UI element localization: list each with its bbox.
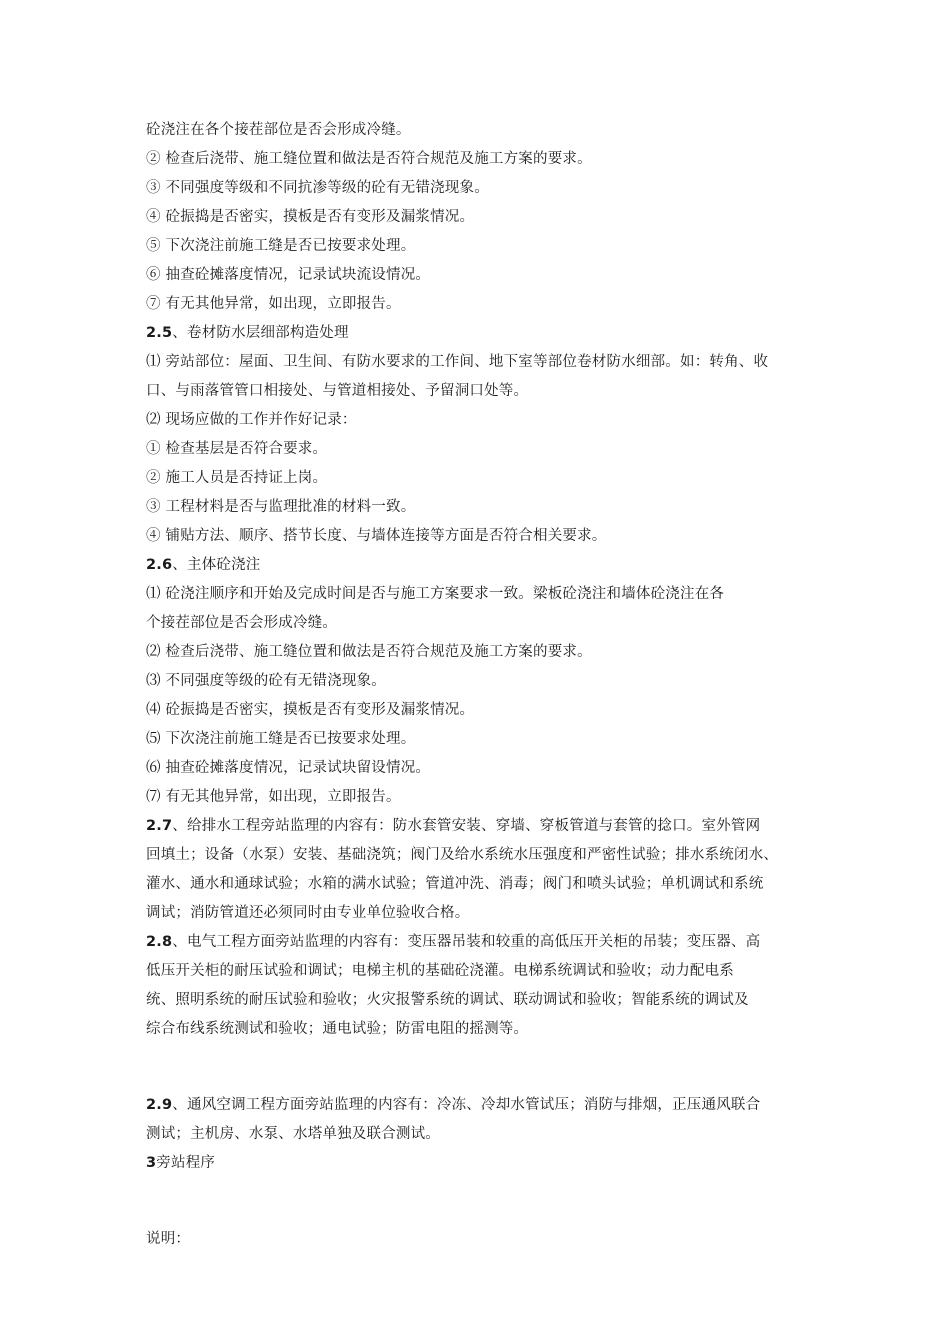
list-item: ⑹ 抽查砼摊落度情况，记录试块留设情况。 (146, 760, 431, 776)
list-item: ⑴ 旁站部位：屋面、卫生间、有防水要求的工作间、地下室等部位卷材防水细部。如：转角、收 (146, 354, 769, 370)
list-item: ⑺ 有无其他异常，如出现，立即报告。 (146, 789, 401, 805)
section-text: 、通风空调工程方面旁站监理的内容有：冷冻、冷却水管试压；消防与排烟，正压通风联合 (172, 1097, 761, 1113)
list-item: ③ 不同强度等级和不同抗渗等级的砼有无错浇现象。 (146, 180, 489, 196)
section-heading-2-5 (146, 319, 814, 348)
list-item: ⑷ 砼振捣是否密实，摸板是否有变形及漏浆情况。 (146, 702, 475, 718)
section-title: 旁站程序 (156, 1155, 216, 1171)
spacer (146, 1178, 814, 1225)
section-heading-2-8 (146, 928, 814, 957)
document-page (146, 116, 814, 1254)
text-line: 回填土；设备（水泵）安装、基础浇筑；阀门及给水系统水压强度和严密性试验；排水系统闭水、 (146, 847, 779, 863)
text-line: 低压开关柜的耐压试验和调试；电梯主机的基础砼浇灌。电梯系统调试和验收；动力配电系 (146, 963, 734, 979)
text-line: 个接茬部位是否会形成冷缝。 (146, 615, 338, 631)
section-number: 2.7 (146, 818, 173, 834)
section-number: 2.5 (146, 325, 173, 341)
section-number: 2.8 (146, 934, 173, 950)
list-item: ② 检查后浇带、施工缝位置和做法是否符合规范及施工方案的要求。 (146, 151, 592, 167)
text-line: 说明： (146, 1231, 191, 1247)
list-item: ⑤ 下次浇注前施工缝是否已按要求处理。 (146, 238, 416, 254)
section-heading-2-9 (146, 1091, 814, 1120)
list-item: ⑵ 现场应做的工作并作好记录： (146, 412, 357, 428)
text-line: 测试；主机房、水泵、水塔单独及联合测试。 (146, 1126, 440, 1142)
section-number: 3 (146, 1155, 157, 1171)
list-item: ⑵ 检查后浇带、施工缝位置和做法是否符合规范及施工方案的要求。 (146, 644, 592, 660)
spacer (146, 1044, 814, 1091)
section-heading-2-6 (146, 551, 814, 580)
section-title: 、主体砼浇注 (172, 557, 261, 573)
list-item: ④ 砼振捣是否密实，摸板是否有变形及漏浆情况。 (146, 209, 475, 225)
list-item: ⑥ 抽查砼摊落度情况，记录试块流设情况。 (146, 267, 431, 283)
list-item: ⑴ 砼浇注顺序和开始及完成时间是否与施工方案要求一致。梁板砼浇注和墙体砼浇注在各 (146, 586, 725, 602)
section-heading-2-7 (146, 812, 814, 841)
list-item: ⑶ 不同强度等级的砼有无错浇现象。 (146, 673, 387, 689)
text-line: 口、与雨落管管口相接处、与管道相接处、予留洞口处等。 (146, 383, 529, 399)
section-text: 、给排水工程旁站监理的内容有：防水套管安装、穿墙、穿板管道与套管的捻口。室外管网 (172, 818, 761, 834)
text-line: 砼浇注在各个接茬部位是否会形成冷缝。 (146, 122, 411, 138)
section-title: 、卷材防水层细部构造处理 (172, 325, 349, 341)
text-line: 灌水、通水和通球试验；水箱的满水试验；管道冲洗、消毒；阀门和喷头试验；单机调试和系统 (146, 876, 764, 892)
list-item: ② 施工人员是否持证上岗。 (146, 470, 328, 486)
section-heading-3 (146, 1149, 814, 1178)
section-text: 、电气工程方面旁站监理的内容有：变压器吊装和较重的高低压开关柜的吊装；变压器、高 (172, 934, 761, 950)
list-item: ⑸ 下次浇注前施工缝是否已按要求处理。 (146, 731, 416, 747)
list-item: ③ 工程材料是否与监理批准的材料一致。 (146, 499, 416, 515)
text-line: 统、照明系统的耐压试验和验收；火灾报警系统的调试、联动调试和验收；智能系统的调试及 (146, 992, 749, 1008)
text-line: 调试；消防管道还必须同时由专业单位验收合格。 (146, 905, 470, 921)
list-item: ① 检查基层是否符合要求。 (146, 441, 328, 457)
section-number: 2.9 (146, 1097, 173, 1113)
section-number: 2.6 (146, 557, 173, 573)
text-line: 综合布线系统测试和验收；通电试验；防雷电阻的摇测等。 (146, 1021, 529, 1037)
list-item: ⑦ 有无其他异常，如出现，立即报告。 (146, 296, 401, 312)
list-item: ④ 铺贴方法、顺序、搭节长度、与墙体连接等方面是否符合相关要求。 (146, 528, 607, 544)
